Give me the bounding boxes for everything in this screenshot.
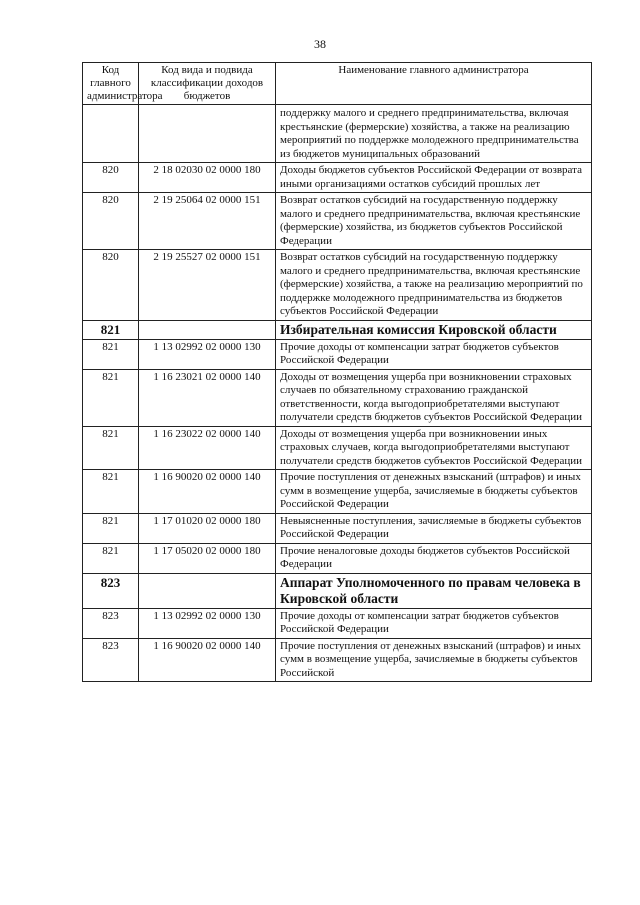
header-code: Код главного администратора — [83, 63, 139, 105]
cell-code: 821 — [83, 339, 139, 369]
cell-classification: 1 17 01020 02 0000 180 — [139, 513, 276, 543]
cell-name: Возврат остатков субсидий на государственную поддержку малого и среднего предпринимательства, включая крестьянские (фермерские) хозяйства, а также на реализацию мероприятий по поддержке молодежного предпринимательства из бюджетов субъектов Российской Федерации — [276, 250, 592, 321]
table-row — [83, 105, 592, 163]
cell-classification: 1 16 90020 02 0000 140 — [139, 638, 276, 682]
cell-classification: 2 18 02030 02 0000 180 — [139, 163, 276, 193]
revenue-administrators-table — [82, 62, 592, 682]
cell-code: 821 — [83, 426, 139, 470]
cell-name: Возврат остатков субсидий на государственную поддержку малого и среднего предпринимательства, включая крестьянские (фермерские) хозяйства, из бюджетов субъектов Российской Федерации — [276, 193, 592, 250]
cell-name: Прочие поступления от денежных взысканий (штрафов) и иных сумм в возмещение ущерба, зачисляемые в бюджеты субъектов Российской Федерации — [276, 470, 592, 514]
header-classification: Код вида и подвида классификации доходов бюджетов — [139, 63, 276, 105]
table-row — [83, 193, 592, 250]
cell-code: 823 — [83, 608, 139, 638]
cell-classification: 1 13 02992 02 0000 130 — [139, 339, 276, 369]
section-header-row — [83, 320, 592, 339]
cell-classification — [139, 105, 276, 163]
cell-classification — [139, 573, 276, 608]
cell-name: Прочие поступления от денежных взысканий (штрафов) и иных сумм в возмещение ущерба, зачисляемые в бюджеты субъектов Российской — [276, 638, 592, 682]
table-row — [83, 426, 592, 470]
table-row — [83, 250, 592, 321]
table-row — [83, 543, 592, 573]
section-title: Избирательная комиссия Кировской области — [276, 320, 592, 339]
cell-name: Доходы от возмещения ущерба при возникновении страховых случаев по обязательному страхованию гражданской ответственности, когда выгодоприобретателями выступают получатели средств бюджетов субъектов Российской Федерации — [276, 369, 592, 426]
cell-name: Прочие доходы от компенсации затрат бюджетов субъектов Российской Федерации — [276, 339, 592, 369]
table-row — [83, 339, 592, 369]
table-row — [83, 369, 592, 426]
table-row — [83, 608, 592, 638]
cell-code: 820 — [83, 250, 139, 321]
cell-classification: 1 13 02992 02 0000 130 — [139, 608, 276, 638]
cell-classification — [139, 320, 276, 339]
cell-name: Прочие неналоговые доходы бюджетов субъектов Российской Федерации — [276, 543, 592, 573]
cell-classification: 2 19 25527 02 0000 151 — [139, 250, 276, 321]
cell-code — [83, 105, 139, 163]
page-number: 38 — [314, 37, 326, 51]
cell-name: Доходы от возмещения ущерба при возникновении иных страховых случаев, когда выгодоприобретателями выступают получатели средств бюджетов субъектов Российской Федерации — [276, 426, 592, 470]
cell-name: Прочие доходы от компенсации затрат бюджетов субъектов Российской Федерации — [276, 608, 592, 638]
cell-classification: 1 16 23022 02 0000 140 — [139, 426, 276, 470]
cell-code: 820 — [83, 193, 139, 250]
cell-classification: 1 17 05020 02 0000 180 — [139, 543, 276, 573]
section-header-row — [83, 573, 592, 608]
cell-code: 821 — [83, 513, 139, 543]
cell-classification: 1 16 23021 02 0000 140 — [139, 369, 276, 426]
cell-code: 821 — [83, 543, 139, 573]
table-row — [83, 163, 592, 193]
cell-name: Доходы бюджетов субъектов Российской Федерации от возврата иными организациями остатков субсидий прошлых лет — [276, 163, 592, 193]
cell-classification: 2 19 25064 02 0000 151 — [139, 193, 276, 250]
cell-name: поддержку малого и среднего предпринимательства, включая крестьянские (фермерские) хозяйства, а также на реализацию мероприятий по поддержке молодежного предпринимательства из бюджетов муниципальных образований — [276, 105, 592, 163]
table-row — [83, 638, 592, 682]
cell-code: 820 — [83, 163, 139, 193]
table-row — [83, 470, 592, 514]
cell-code: 821 — [83, 470, 139, 514]
table-header-row — [83, 63, 592, 105]
cell-classification: 1 16 90020 02 0000 140 — [139, 470, 276, 514]
table-row — [83, 513, 592, 543]
section-code: 823 — [83, 573, 139, 608]
cell-code: 823 — [83, 638, 139, 682]
cell-name: Невыясненные поступления, зачисляемые в бюджеты субъектов Российской Федерации — [276, 513, 592, 543]
section-code: 821 — [83, 320, 139, 339]
cell-code: 821 — [83, 369, 139, 426]
header-name: Наименование главного администратора — [276, 63, 592, 105]
section-title: Аппарат Уполномоченного по правам человека в Кировской области — [276, 573, 592, 608]
